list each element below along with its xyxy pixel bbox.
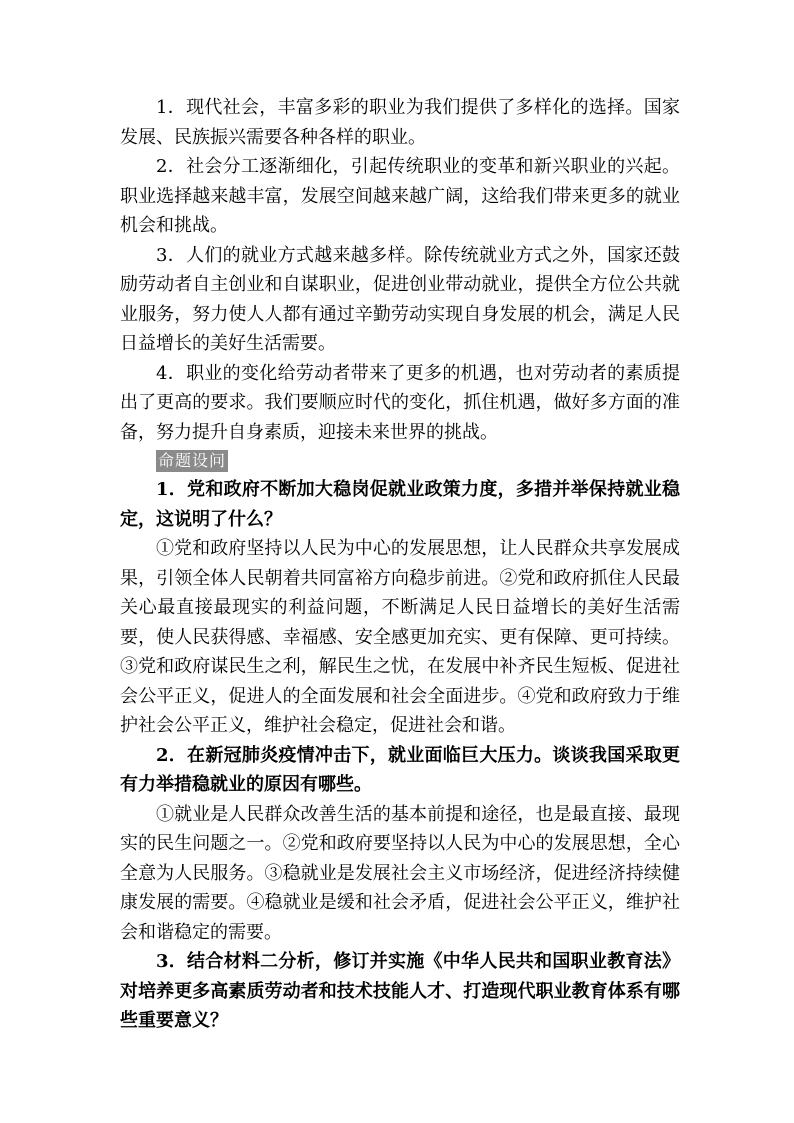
question-3: 3．结合材料二分析，修订并实施《中华人民共和国职业教育法》对培养更多高素质劳动者和技术技能人才、打造现代职业教育体系有哪些重要意义？ (120, 951, 680, 1031)
point-4: 4．职业的变化给劳动者带来了更多的机遇，也对劳动者的素质提出了更高的要求。我们要顺应时代的变化，抓住机遇，做好多方面的准备，努力提升自身素质，迎接未来世界的挑战。 (120, 362, 680, 443)
document-body (120, 93, 680, 1036)
answer-1: ①党和政府坚持以人民为中心的发展思想，让人民群众共享发展成果，引领全体人民朝着共同富裕方向稳步前进。②党和政府抓住人民最关心最直接最现实的利益问题，不断满足人民日益增长的美好生活需要，使人民获得感、幸福感、安全感更加充实、更有保障、更可持续。③党和政府谋民生之利，解民生之忧，在发展中补齐民生短板、促进社会公平正义，促进人的全面发展和社会全面进步。④党和政府致力于维护社会公平正义，维护社会稳定，促进社会和谐。 (120, 538, 680, 736)
question-1: 1．党和政府不断加大稳岗促就业政策力度，多措并举保持就业稳定，这说明了什么？ (120, 479, 680, 530)
point-2: 2．社会分工逐渐细化，引起传统职业的变革和新兴职业的兴起。职业选择越来越丰富，发展空间越来越广阔，这给我们带来更多的就业机会和挑战。 (120, 156, 680, 236)
answer-2: ①就业是人民群众改善生活的基本前提和途径，也是最直接、最现实的民生问题之一。②党和政府要坚持以人民为中心的发展思想，全心全意为人民服务。③稳就业是发展社会主义市场经济，促进经济持续健康发展的需要。④稳就业是缓和社会矛盾，促进社会公平正义，维护社会和谐稳定的需要。 (120, 803, 680, 943)
question-2: 2．在新冠肺炎疫情冲击下，就业面临巨大压力。谈谈我国采取更有力举措稳就业的原因有哪些。 (120, 744, 680, 795)
section-tag: 命题设问 (158, 451, 227, 470)
point-1: 1．现代社会，丰富多彩的职业为我们提供了多样化的选择。国家发展、民族振兴需要各种各样的职业。 (120, 97, 680, 148)
point-3: 3．人们的就业方式越来越多样。除传统就业方式之外，国家还鼓励劳动者自主创业和自谋职业，促进创业带动就业，提供全方位公共就业服务，努力使人人都有通过辛勤劳动实现自身发展的机会，满足人民日益增长的美好生活需要。 (120, 244, 680, 354)
